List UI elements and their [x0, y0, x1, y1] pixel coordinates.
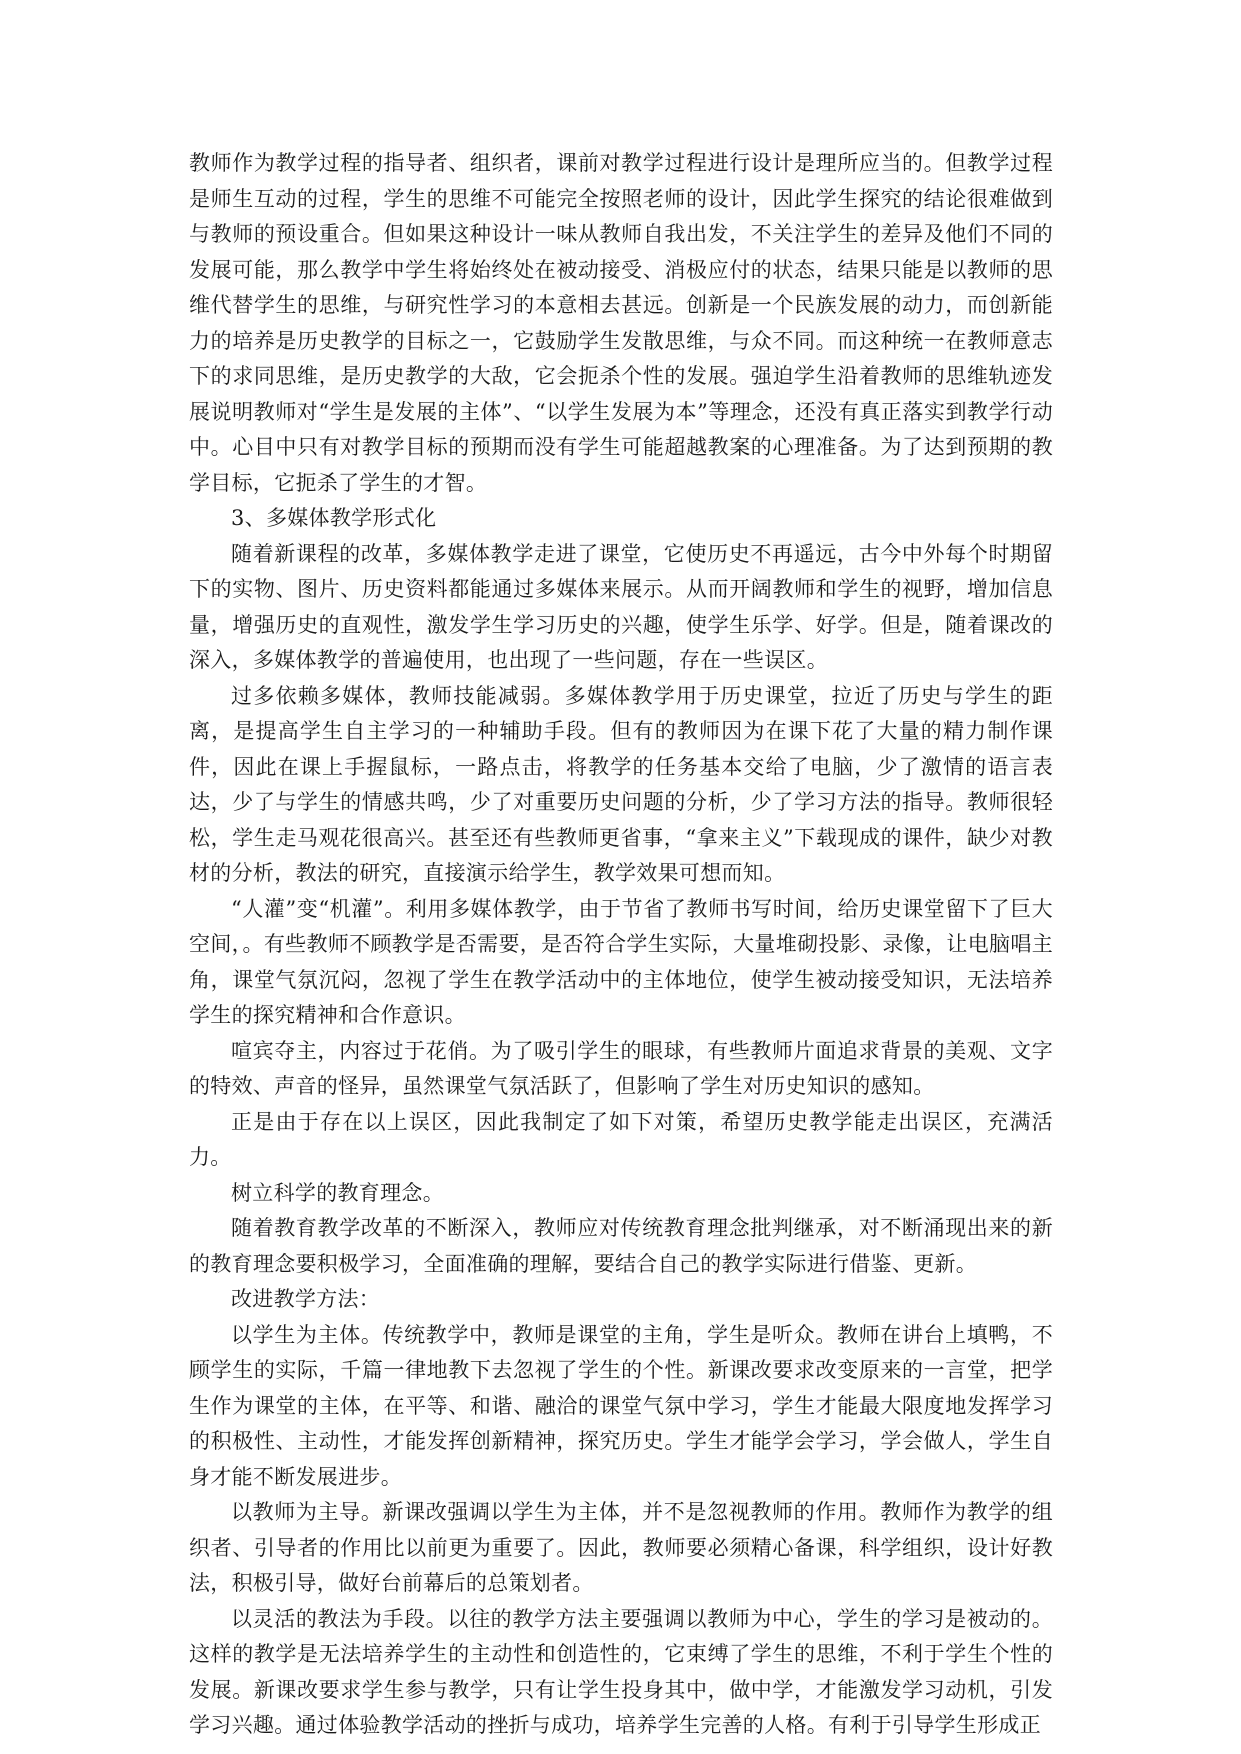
paragraph-7: 随着教育教学改革的不断深入，教师应对传统教育理念批判继承，对不断涌现出来的新的教育理念要积极学习，全面准确的理解，要结合自己的教学实际进行借鉴、更新。 — [189, 1216, 1053, 1276]
section-heading-3: 3、多媒体教学形式化 — [231, 506, 437, 530]
paragraph-4: “人灌”变“机灌”。利用多媒体教学，由于节省了教师书写时间，给历史课堂留下了巨大空间，。有些教师不顾教学是否需要，是否符合学生实际，大量堆砌投影、录像，让电脑唱主角，课堂气氛沉闷，忽视了学生在教学活动中的主体地位，使学生被动接受知识，无法培养学生的探究精神和合作意识。 — [189, 896, 1053, 1027]
paragraph-8: 以学生为主体。传统教学中，教师是课堂的主角，学生是听众。教师在讲台上填鸭，不顾学生的实际，千篇一律地教下去忽视了学生的个性。新课改要求改变原来的一言堂，把学生作为课堂的主体，在平等、和谐、融洽的课堂气氛中学习，学生才能最大限度地发挥学习的积极性、主动性，才能发挥创新精神，探究历史。学生才能学会学习，学会做人，学生自身才能不断发展进步。 — [189, 1322, 1053, 1489]
paragraph-3: 过多依赖多媒体，教师技能减弱。多媒体教学用于历史课堂，拉近了历史与学生的距离，是提高学生自主学习的一种辅助手段。但有的教师因为在课下花了大量的精力制作课件，因此在课上手握鼠标，一路点击，将教学的任务基本交给了电脑，少了激情的语言表达，少了与学生的情感共鸣，少了对重要历史问题的分析，少了学习方法的指导。教师很轻松，学生走马观花很高兴。甚至还有些教师更省事，“拿来主义”下载现成的课件，缺少对教材的分析，教法的研究，直接演示给学生，教学效果可想而知。 — [189, 683, 1053, 885]
paragraph-9: 以教师为主导。新课改强调以学生为主体，并不是忽视教师的作用。教师作为教学的组织者、引导者的作用比以前更为重要了。因此，教师要必须精心备课，科学组织，设计好教法，积极引导，做好台前幕后的总策划者。 — [189, 1500, 1053, 1595]
paragraph-2: 随着新课程的改革，多媒体教学走进了课堂，它使历史不再遥远，古今中外每个时期留下的实物、图片、历史资料都能通过多媒体来展示。从而开阔教师和学生的视野，增加信息量，增强历史的直观性，激发学生学习历史的兴趣，使学生乐学、好学。但是，随着课改的深入，多媒体教学的普遍使用，也出现了一些问题，存在一些误区。 — [189, 541, 1053, 672]
subheading-teaching-methods: 改进教学方法： — [231, 1287, 381, 1311]
paragraph-6: 正是由于存在以上误区，因此我制定了如下对策，希望历史教学能走出误区，充满活力。 — [189, 1109, 1053, 1169]
document-body — [189, 146, 1053, 1744]
subheading-education-concept: 树立科学的教育理念。 — [231, 1180, 444, 1205]
paragraph-1: 教师作为教学过程的指导者、组织者，课前对教学过程进行设计是理所应当的。但教学过程是师生互动的过程，学生的思维不可能完全按照老师的设计，因此学生探究的结论很难做到与教师的预设重合。但如果这种设计一味从教师自我出发，不关注学生的差异及他们不同的发展可能，那么教学中学生将始终处在被动接受、消极应付的状态，结果只能是以教师的思维代替学生的思维，与研究性学习的本意相去甚远。创新是一个民族发展的动力，而创新能力的培养是历史教学的目标之一，它鼓励学生发散思维，与众不同。而这种统一在教师意志下的求同思维，是历史教学的大敌，它会扼杀个性的发展。强迫学生沿着教师的思维轨迹发展说明教师对“学生是发展的主体”、“以学生发展为本”等理念，还没有真正落实到教学行动中。心目中只有对教学目标的预期而没有学生可能超越教案的心理准备。为了达到预期的教学目标，它扼杀了学生的才智。 — [189, 151, 1053, 495]
paragraph-5: 喧宾夺主，内容过于花俏。为了吸引学生的眼球，有些教师片面追求背景的美观、文字的特效、声音的怪异，虽然课堂气氛活跃了，但影响了学生对历史知识的感知。 — [189, 1038, 1053, 1098]
paragraph-10: 以灵活的教法为手段。以往的教学方法主要强调以教师为中心，学生的学习是被动的。这样的教学是无法培养学生的主动性和创造性的，它束缚了学生的思维，不利于学生个性的发展。新课改要求学生参与教学，只有让学生投身其中，做中学，才能激发学习动机，引发学习兴趣。通过体验教学活动的挫折与成功，培养学生完善的人格。有利于引导学生形成正 — [189, 1606, 1053, 1737]
